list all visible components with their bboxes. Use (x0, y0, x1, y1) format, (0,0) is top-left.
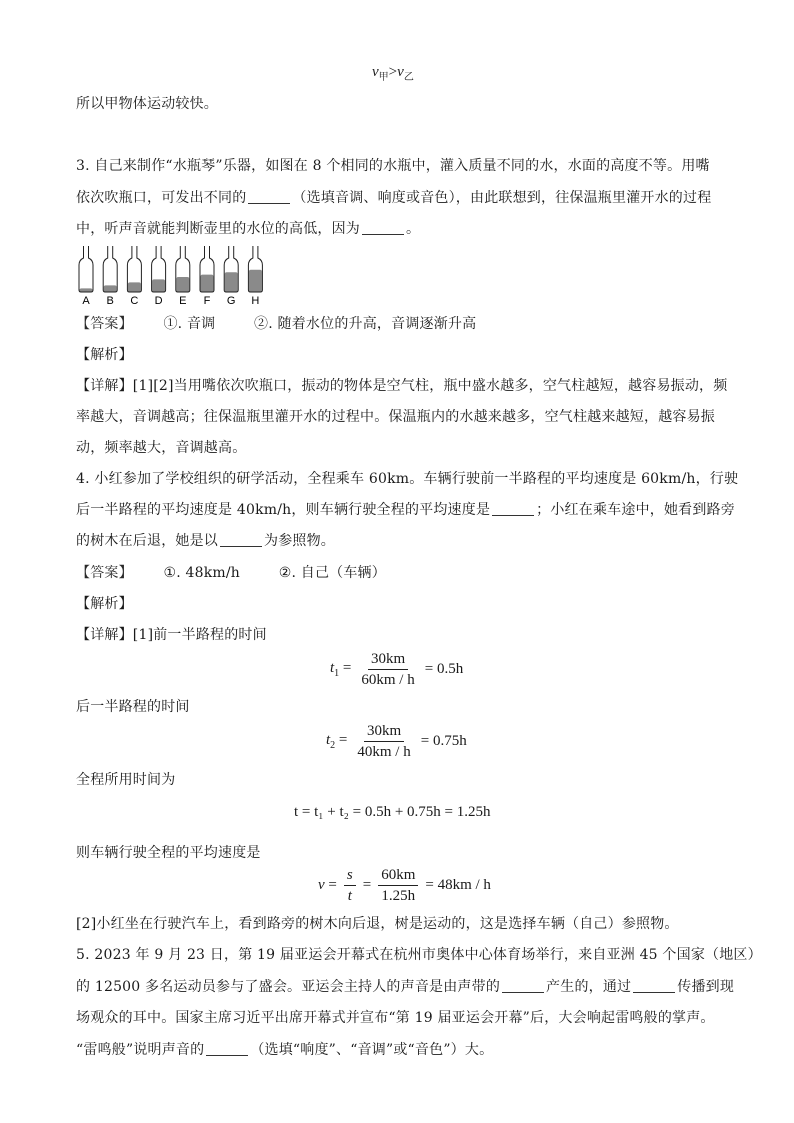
q4-line2b: ；小红在乘车途中，她看到路旁 (536, 502, 735, 518)
var-v2: v (397, 64, 404, 80)
q4-line2 (76, 500, 735, 520)
q5-line4b: （选填“响度”、“音调”或“音色”）大。 (250, 1042, 494, 1058)
bottle-label: H (251, 295, 260, 306)
bottle-h (248, 246, 262, 306)
q3-blank1[interactable] (248, 189, 290, 204)
formula-t1: $t_1$ = $\frac{30km}{60km / h}$ = 0.5h (330, 651, 464, 688)
bottle-outline (103, 246, 117, 292)
bottle-b (103, 246, 117, 306)
f2-rhs: = 0.75h (420, 733, 467, 749)
conclusion-text: 所以甲物体运动较快。 (76, 96, 218, 112)
bottle-label: C (130, 295, 139, 306)
answer-tag: 【答案】 (76, 316, 133, 332)
q3-line1: 3. 自己来制作“水瓶琴”乐器，如图在 8 个相同的水瓶中，灌入质量不同的水，水面的高度不等。用嘴 (76, 158, 710, 174)
bottle-outline (79, 246, 93, 292)
f1-lhs: t (330, 660, 335, 676)
formula-v: v = $\frac{s}{t}$ = $\frac{60km}{1.25h}$ = 48km / h (318, 867, 491, 904)
q4-line3 (76, 531, 335, 551)
bottle-water-fill (80, 288, 93, 292)
f2-fraction (354, 722, 413, 761)
q3-detail-line1: 【详解】[1][2]当用嘴依次吹瓶口，振动的物体是空气柱，瓶中盛水越多，空气柱越短，越容易振动，频 (76, 378, 728, 394)
q3-line3b: 。 (406, 221, 421, 237)
sub-yi: 乙 (403, 72, 414, 83)
q3-detail-line3: 动，频率越大，音调越高。 (76, 440, 247, 456)
bottle-water-fill (176, 277, 189, 292)
q3-analysis-tag: 【解析】 (76, 347, 133, 363)
q5-line2a: 的 12500 多名运动员参与了盛会。亚运会主持人的声音是由声带的 (76, 979, 501, 995)
f4-fraction1 (344, 866, 356, 905)
bottle-water-fill (104, 285, 117, 292)
f2-numerator: 30km (364, 722, 404, 742)
formula-t-total: t = t₁ + t₂ = 0.5h + 0.75h = 1.25h (294, 804, 491, 820)
bottle-water-fill (225, 272, 238, 292)
f2-denominator: 40km / h (357, 744, 411, 760)
var-v1: v (372, 64, 379, 80)
formula-t2: $t_2$ = $\frac{30km}{40km / h}$ = 0.75h (326, 723, 467, 760)
q4-blank2[interactable] (220, 532, 262, 547)
bottle-a (79, 246, 93, 306)
bottle-water-fill (152, 279, 165, 292)
q5-line2b: 产生的，通过 (546, 979, 632, 995)
q3-line3 (76, 219, 420, 239)
bottle-label: D (154, 295, 163, 306)
bottle-d (152, 246, 166, 306)
f4-fraction2 (378, 866, 418, 905)
answer-tag: 【答案】 (76, 565, 133, 581)
q5-line4 (76, 1040, 493, 1060)
q4-answer1: ①. 48km/h (163, 565, 241, 581)
q5-blank1[interactable] (502, 978, 544, 993)
f1-denominator: 60km / h (361, 672, 415, 688)
f4-denominator1: t (347, 888, 352, 904)
q3-detail-line2: 率越大，音调越高；往保温瓶里灌开水的过程中。保温瓶内的水越来越多，空气柱越来越短，越容易振 (76, 409, 715, 425)
q4-line3b: 为参照物。 (264, 533, 335, 549)
sub-jia: 甲 (378, 72, 389, 83)
bottle-water-fill (249, 270, 262, 292)
q3-answer1: ①. 音调 (163, 316, 216, 332)
gt-sign: > (388, 64, 398, 80)
bottle-label: F (203, 295, 211, 306)
q4-text2: 后一半路程的时间 (76, 699, 190, 715)
f1-rhs: = 0.5h (424, 661, 464, 677)
bottle-g (224, 246, 238, 306)
q4-detail1: 【详解】[1]前一半路程的时间 (76, 627, 267, 643)
top-formula (372, 64, 414, 83)
f4-numerator2: 60km (378, 866, 418, 886)
q4-line1: 4. 小红参加了学校组织的研学活动，全程乘车 60km。车辆行驶前一半路程的平均速度是 60km/h，行驶 (76, 471, 739, 487)
q4-answer2: ②. 自己（车辆） (278, 565, 386, 581)
bottle-water-fill (201, 275, 214, 292)
bottle-label: B (106, 295, 114, 306)
q5-blank2[interactable] (633, 978, 675, 993)
f1-numerator: 30km (368, 650, 408, 670)
q3-answer-line (76, 314, 476, 334)
f2-lhs: t (326, 732, 331, 748)
q3-answer2: ②. 随着水位的升高，音调逐渐升高 (254, 316, 477, 332)
q3-line2b: （选填音调、响度或音色），由此联想到，往保温瓶里灌开水的过程 (292, 190, 712, 206)
q4-line3a: 的树木在后退，她是以 (76, 533, 218, 549)
f1-sub: 1 (334, 668, 340, 679)
f4-numerator1: s (344, 866, 356, 886)
bottle-f (200, 246, 214, 306)
q4-line2a: 后一半路程的平均速度是 40km/h，则车辆行驶全程的平均速度是 (76, 502, 491, 518)
q3-line3a: 中，听声音就能判断壶里的水位的高低，因为 (76, 221, 360, 237)
q5-blank3[interactable] (206, 1041, 248, 1056)
q4-detail2: [2]小红坐在行驶汽车上，看到路旁的树木向后退，树是运动的，这是选择车辆（自己）参照物。 (76, 916, 679, 932)
f4-rhs: = 48km / h (425, 877, 491, 893)
q4-analysis-tag: 【解析】 (76, 596, 133, 612)
q5-line1: 5. 2023 年 9 月 23 日，第 19 届亚运会开幕式在杭州市奥体中心体育场举行，来自亚洲 45 个国家（地区） (76, 947, 762, 963)
q4-text3: 全程所用时间为 (76, 772, 176, 788)
q3-blank2[interactable] (362, 220, 404, 235)
q3-line2a: 依次吹瓶口，可发出不同的 (76, 190, 247, 206)
q5-line3: 场观众的耳中。国家主席习近平出席开幕式并宣布“第 19 届亚运会开幕”后，大会响起雷鸣般的掌声。 (76, 1010, 715, 1026)
q4-answer-line (76, 563, 386, 583)
water-bottle-figure (76, 244, 266, 306)
bottle-label: A (82, 295, 90, 306)
bottle-c (127, 246, 141, 306)
q3-line2 (76, 188, 711, 208)
bottle-e (176, 246, 190, 306)
q5-line2 (76, 977, 734, 997)
f2-sub: 2 (330, 740, 336, 751)
f1-fraction (358, 650, 417, 689)
q5-line2c: 传播到现 (677, 979, 735, 995)
f4-denominator2: 1.25h (381, 888, 416, 904)
f4-lhs: v (318, 877, 325, 893)
q5-line4a: “雷鸣般”说明声音的 (76, 1042, 205, 1058)
bottle-label: G (226, 295, 236, 306)
q4-blank1[interactable] (492, 501, 534, 516)
bottle-label: E (179, 295, 187, 306)
bottle-water-fill (128, 282, 141, 292)
q4-text4: 则车辆行驶全程的平均速度是 (76, 845, 261, 861)
